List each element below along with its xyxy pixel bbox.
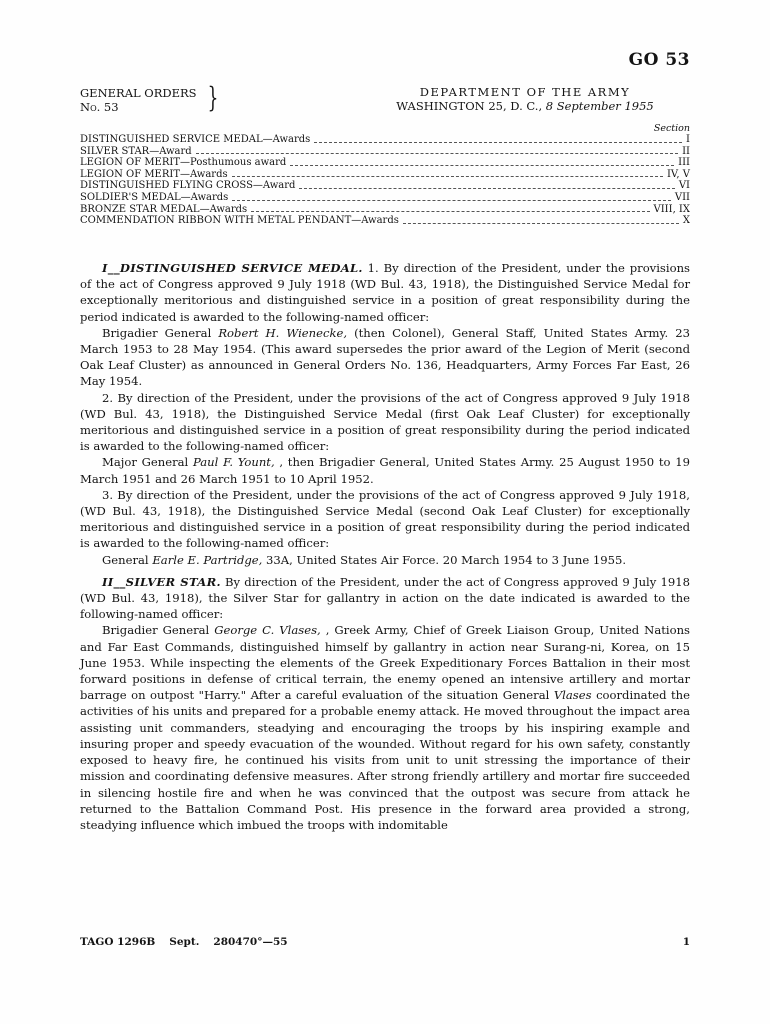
leader-dots [232, 176, 663, 177]
general-order-number: GO 53 [628, 50, 690, 70]
order-body [80, 254, 690, 833]
citation-text-continued: coordinated the activities of his units and prepared for a probable enemy attack. He moved throughout the impact area assisting unit commanders, steadying and encouraging the troops by his inspiring example and insuring proper and speedy evacuation of the wounded. Without regard for his own safety, constantly exposed to heavy fire, he continued his visits from unit to unit stressing the importance of their mission and coordinating defensive measures. After strong friendly artillery and mortar fire succeeded in silencing hostile fire and when he was convinced that the outpost was secure from attack he returned to the Battalion Command Post. His presence in the forward area provided a strong, steadying influence which imbued the troops with indomitable [80, 688, 690, 832]
page-number: 1 [682, 936, 690, 948]
leader-dots [403, 223, 679, 224]
toc-section: VI [678, 180, 690, 192]
brace-glyph: } [207, 81, 219, 114]
leader-dots [290, 165, 674, 166]
footer-codes [80, 936, 302, 948]
leader-dots [232, 200, 671, 201]
toc-label: COMMENDATION RIBBON WITH METAL PENDANT—Awards [80, 215, 399, 227]
toc-label: BRONZE STAR MEDAL—Awards [80, 203, 248, 215]
toc-row [80, 180, 690, 192]
order-designation [80, 86, 197, 114]
toc-section: III [678, 157, 690, 169]
toc-section: VII [674, 191, 690, 203]
print-code: 280470°—55 [213, 936, 288, 948]
department-name: DEPARTMENT OF THE ARMY [419, 85, 631, 99]
toc-row [80, 157, 690, 169]
table-of-contents [80, 134, 690, 227]
section-heading: I__DISTINGUISHED SERVICE MEDAL. [102, 261, 363, 275]
toc-label: DISTINGUISHED SERVICE MEDAL—Awards [80, 134, 311, 145]
section-1-paragraph-2: 2. By direction of the President, under the provisions of the act of Congress approved 9 July 1918 (WD Bul. 43, 1918), the Distinguished Service Medal (first Oak Leaf Cluster) for exceptionally meritorious and distinguished service in a position of great responsibility during the period indicated is awarded to the following-named officer: [80, 390, 690, 454]
toc-row [80, 134, 690, 146]
recipient-name: Earle E. Partridge, [152, 552, 263, 567]
recipient-name: George C. Vlases, [214, 623, 321, 638]
toc-label: SOLDIER'S MEDAL—Awards [80, 191, 229, 203]
order-number: No. 53 [80, 100, 119, 114]
toc-label: SILVER STAR—Award [80, 145, 192, 157]
leader-dots [299, 188, 674, 189]
toc-section: X [682, 215, 690, 227]
toc-section: IV, V [666, 168, 690, 180]
section-1-paragraph-3: 3. By direction of the President, under the provisions of the act of Congress approved 9 July 1918, (WD Bul. 43, 1918), the Distinguished Service Medal (second Oak Leaf Cluster) for exceptionally meritorious and distinguished service in a position of great responsibility during the period indicated is awarded to the following-named officer: [80, 487, 690, 551]
section-1-paragraph-1 [80, 260, 690, 325]
leader-dots [196, 153, 678, 154]
toc-row [80, 215, 690, 227]
toc-row [80, 169, 690, 181]
recipient-name: Robert H. Wienecke, [218, 325, 348, 340]
leader-dots [314, 142, 682, 143]
rank: Major General [102, 455, 193, 470]
citation-text: , Greek Army, Chief of Greek Liaison Group, United Nations and Far East Commands, distinguished himself by gallantry in action near Surang-ni, Korea, on 15 June 1953. While inspecting the elements of the Greek Expeditionary Forces Battalion in their most forward positions in defense of critical terrain, the enemy opened an intensive artillery and mortar barrage on outpost "Harry." After a careful evaluation of the situation General [80, 623, 690, 703]
citation-text: (then Colonel), General Staff, United States Army. 23 March 1953 to 28 May 1954. (This award supersedes the prior award of the Legion of Merit (second Oak Leaf Cluster) as announced in General Orders No. 136, Headquarters, Army Forces Far East, 26 May 1954. [80, 325, 690, 389]
toc-section: II [682, 145, 690, 157]
issuing-authority [360, 85, 690, 113]
section-heading: II__SILVER STAR. [102, 574, 221, 589]
paragraph-text: By direction of the President, under the act of Congress approved 9 July 1918 (WD Bul. 43, 1918), the Silver Star for gallantry in action on the date indicated is awarded to the following-named officer: [80, 574, 690, 622]
recipient-name: Paul F. Yount, [192, 455, 275, 470]
recipient-surname: Vlases [553, 688, 592, 703]
toc-row [80, 204, 690, 216]
order-label: GENERAL ORDERS [80, 86, 197, 100]
toc-section: I [686, 134, 690, 145]
section-2-paragraph [80, 574, 690, 623]
citation-text: 33A, United States Air Force. 20 March 1954 to 3 June 1955. [262, 552, 627, 567]
rank: Brigadier General [102, 623, 215, 638]
toc-label: DISTINGUISHED FLYING CROSS—Award [80, 180, 296, 192]
toc-section-heading: Section [653, 123, 690, 134]
paragraph-text: 1. By direction of the President, under the provisions of the act of Congress approved 9 July 1918 (WD Bul. 43, 1918), the Distinguished Service Medal for exceptionally meritorious and distinguished service in a position of great responsibility during the period indicated is awarded to the following-named officer: [80, 261, 690, 324]
citation-text: , then Brigadier General, United States Army. 25 August 1950 to 19 March 1951 and 26 March 1951 to 10 April 1952. [80, 455, 690, 486]
rank: Brigadier General [102, 325, 219, 340]
tago-number: TAGO 1296B [80, 936, 156, 948]
rank: General [102, 552, 153, 567]
issue-date: 8 September 1955 [545, 99, 654, 113]
toc-row [80, 192, 690, 204]
toc-section: VIII, IX [653, 203, 690, 215]
award-citation [80, 552, 690, 568]
toc-label: LEGION OF MERIT—Posthumous award [80, 157, 287, 169]
place: WASHINGTON 25, D. C., [396, 99, 546, 113]
award-citation [80, 325, 690, 390]
award-citation [80, 622, 690, 833]
print-date: Sept. [169, 936, 200, 948]
page-footer [80, 936, 690, 948]
award-citation [80, 454, 690, 486]
place-and-date [360, 99, 690, 113]
toc-row [80, 146, 690, 158]
leader-dots [251, 211, 649, 212]
toc-label: LEGION OF MERIT—Awards [80, 168, 228, 180]
